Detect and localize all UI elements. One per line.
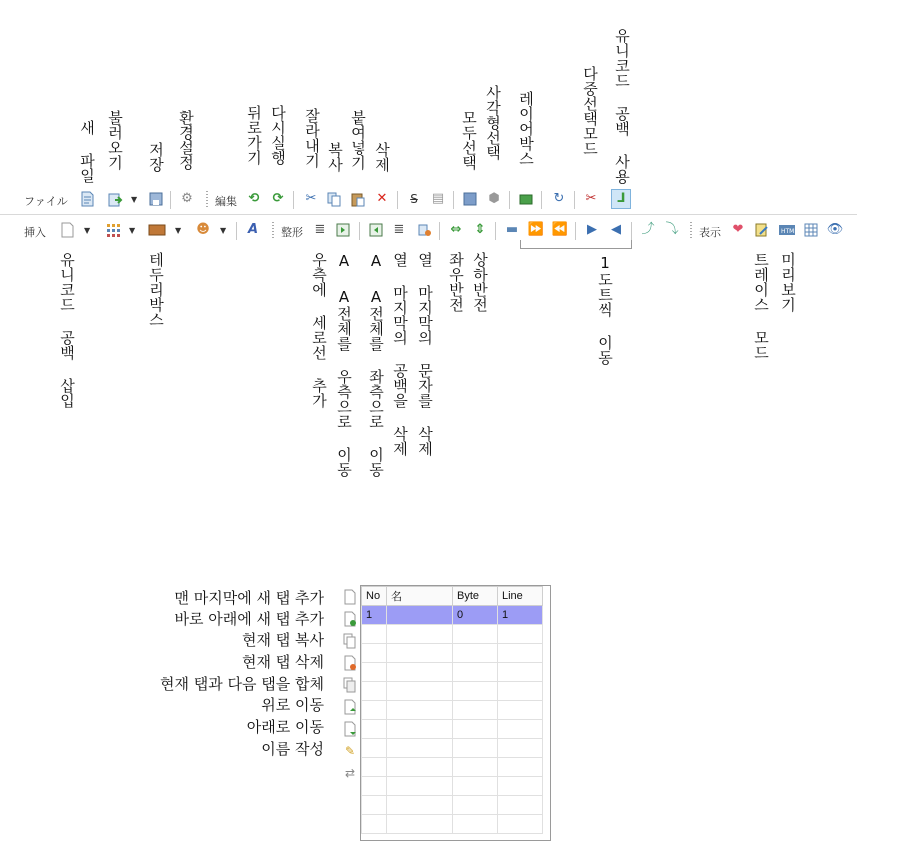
cell-name — [387, 606, 453, 625]
select-all-icon[interactable] — [461, 190, 479, 208]
label-select-all: 모두선택 — [460, 110, 478, 170]
toolbar-separator — [293, 191, 294, 209]
toolbar-view-label: 表示 — [699, 226, 721, 239]
person-dropdown-icon[interactable]: ▼ — [220, 226, 227, 235]
label-trace-mode: 트레이스 모드 — [752, 252, 770, 360]
delete-icon[interactable]: ✕ — [376, 191, 388, 206]
table-row[interactable] — [362, 739, 543, 758]
annotation-move-down: 아래로 이동 — [246, 718, 324, 736]
trace-mode-icon[interactable] — [753, 221, 771, 239]
copy-tab-icon[interactable] — [342, 633, 358, 649]
rename-pencil-icon[interactable]: ✎ — [344, 744, 356, 758]
rotate-left-icon[interactable]: ⤴ — [641, 222, 655, 237]
border-box-icon[interactable] — [148, 221, 166, 239]
cell-line: 1 — [498, 606, 543, 625]
toolbar-insert-label: 挿入 — [24, 226, 46, 239]
cell-no: 1 — [362, 606, 387, 625]
label-move-right: A A전체를 우측으로 이동 — [335, 252, 353, 477]
toolbar-separator — [574, 191, 575, 209]
toolbar-separator — [541, 191, 542, 209]
grid-dots-icon[interactable] — [104, 221, 122, 239]
one-dot-shift-bracket — [520, 240, 632, 249]
toolbar-separator — [236, 222, 237, 240]
toolbar-file-edit — [0, 187, 700, 213]
add-tab-below-icon[interactable] — [342, 611, 358, 627]
label-move-left: A A전체를 좌측으로 이동 — [367, 252, 385, 477]
refresh-icon[interactable]: ↻ — [553, 191, 565, 206]
redo-icon[interactable]: ⟳ — [272, 191, 284, 206]
copy-icon[interactable] — [325, 190, 343, 208]
person-icon[interactable]: ☻ — [196, 222, 210, 237]
toolbar-grip — [206, 191, 208, 209]
toolbar-divider — [0, 214, 857, 215]
shift-left-arrow-icon[interactable]: ◀ — [611, 222, 621, 237]
annotation-add-tab-end: 맨 마지막에 새 탭 추가 — [174, 589, 324, 607]
toolbar-separator — [397, 191, 398, 209]
move-tab-down-icon[interactable] — [342, 721, 358, 737]
blank-page-icon[interactable] — [58, 221, 76, 239]
table-view-icon[interactable] — [802, 221, 820, 239]
label-unicode-space-insert: 유니코드 공백 삽입 — [58, 252, 76, 408]
gear-icon[interactable]: ⚙ — [181, 191, 193, 206]
add-vertical-line-icon[interactable]: ≣ — [314, 222, 326, 237]
grid-dropdown-icon[interactable]: ▼ — [129, 226, 136, 235]
flip-vertical-icon[interactable]: ⇕ — [474, 222, 486, 237]
toolbar-separator — [439, 222, 440, 240]
annotation-add-tab-below: 바로 아래에 새 탭 추가 — [174, 610, 324, 628]
label-multi-select: 다중선택모드 — [581, 66, 599, 156]
label-undo: 뒤로가기 — [245, 105, 263, 165]
label-flip-horizontal: 좌우반전 — [447, 252, 465, 312]
trim-chars-icon[interactable] — [415, 221, 433, 239]
heart-icon[interactable]: ❤ — [732, 222, 744, 237]
rect-select-icon[interactable]: ⬢ — [488, 191, 500, 206]
border-box-dropdown-icon[interactable]: ▼ — [175, 226, 182, 235]
table-row[interactable] — [362, 644, 543, 663]
label-rect-select: 사각형선택 — [484, 85, 502, 160]
label-border-box: 테두리박스 — [147, 252, 165, 327]
label-cut: 잘라내기 — [303, 108, 321, 168]
toolbar-separator — [453, 191, 454, 209]
cell-byte: 0 — [453, 606, 498, 625]
layer-box-icon[interactable] — [517, 190, 535, 208]
column-header-byte[interactable]: Byte — [453, 587, 498, 606]
multi-select-scissors-icon[interactable]: ✂ — [585, 191, 597, 206]
shift-right-arrow-icon[interactable]: ▶ — [587, 222, 597, 237]
shift-right-dot-icon[interactable]: ⏩ — [527, 222, 545, 237]
toolbar-separator — [509, 191, 510, 209]
preview-eye-icon[interactable]: 👁 — [826, 222, 844, 237]
add-tab-end-icon[interactable] — [342, 589, 358, 605]
toolbar-grip — [272, 222, 274, 240]
shift-left-dot-icon[interactable]: ⏪ — [551, 222, 569, 237]
table-row[interactable] — [362, 625, 543, 644]
annotation-copy-tab: 현재 탭 복사 — [242, 631, 324, 649]
toolbar-edit-label: 編集 — [215, 195, 237, 208]
toolbar-insert-format-view — [0, 218, 860, 244]
annotation-merge-tab: 현재 탭과 다음 탭을 합체 — [160, 675, 324, 693]
unicode-space-toggle-icon[interactable]: ⅃ — [611, 189, 631, 209]
toolbar-file-label: ファイル — [24, 195, 68, 208]
label-trim-spaces: 열 마지막의 공백을 삭제 — [391, 252, 409, 456]
label-settings: 환경설정 — [177, 110, 195, 170]
label-save: 저장 — [147, 142, 165, 172]
toolbar-format-label: 整形 — [281, 226, 303, 239]
table-row[interactable] — [362, 758, 543, 777]
table-row[interactable] — [362, 815, 543, 834]
annotation-delete-tab: 현재 탭 삭제 — [242, 653, 324, 671]
delete-tab-icon[interactable] — [342, 655, 358, 671]
toolbar-separator — [495, 222, 496, 240]
text-style-icon[interactable]: A — [247, 222, 259, 237]
table-row[interactable] — [362, 663, 543, 682]
paste-icon[interactable] — [349, 190, 367, 208]
table-row[interactable] — [362, 606, 543, 625]
column-header-line[interactable]: Line — [498, 587, 543, 606]
html-icon[interactable] — [778, 221, 796, 239]
move-right-icon[interactable] — [334, 221, 352, 239]
annotation-move-up: 위로 이동 — [261, 696, 324, 714]
toolbar-separator — [170, 191, 171, 209]
strikethrough-icon[interactable]: S — [410, 192, 418, 206]
table-row[interactable] — [362, 682, 543, 701]
undo-icon[interactable]: ⟲ — [248, 191, 260, 206]
merge-tab-icon[interactable] — [342, 677, 358, 693]
flip-horizontal-icon[interactable]: ⇔ — [450, 222, 462, 237]
document-icon[interactable]: ▤ — [431, 191, 445, 206]
table-row[interactable] — [362, 777, 543, 796]
move-left-icon[interactable] — [367, 221, 385, 239]
toolbar-separator — [359, 222, 360, 240]
label-delete: 삭제 — [373, 142, 391, 172]
label-flip-vertical: 상하반전 — [471, 252, 489, 312]
label-one-dot-shift: 1도트씩 이동 — [596, 254, 614, 365]
label-new-file: 새 파일 — [78, 120, 96, 183]
label-trim-chars: 열 마지막의 문자를 삭제 — [416, 252, 434, 456]
tab-list-table — [361, 586, 543, 834]
sync-icon[interactable]: ⇄ — [344, 766, 356, 780]
label-preview: 미리보기 — [779, 252, 797, 312]
label-redo: 다시실행 — [269, 105, 287, 165]
annotation-rename: 이름 작성 — [261, 740, 324, 758]
table-row[interactable] — [362, 796, 543, 815]
svg-text:HTML: HTML — [781, 228, 798, 235]
new-file-icon[interactable] — [78, 190, 96, 208]
table-row[interactable] — [362, 701, 543, 720]
rotate-right-icon[interactable]: ⤵ — [665, 222, 679, 237]
table-row[interactable] — [362, 720, 543, 739]
column-header-no[interactable]: No — [362, 587, 387, 606]
column-header-name[interactable]: 名 — [387, 587, 453, 606]
label-copy: 복사 — [326, 142, 344, 172]
shift-up-icon[interactable]: ▬ — [505, 222, 519, 237]
move-tab-up-icon[interactable] — [342, 699, 358, 715]
label-add-vertical-line: 우측에 세로선 추가 — [310, 252, 328, 408]
toolbar-grip — [690, 222, 692, 240]
label-layer-box: 레이어박스 — [517, 91, 535, 166]
cut-icon[interactable]: ✂ — [305, 191, 317, 206]
unicode-insert-dropdown-icon[interactable]: ▼ — [84, 226, 91, 235]
label-paste: 붙여넣기 — [349, 110, 367, 170]
label-open: 불러오기 — [106, 110, 124, 170]
open-file-icon[interactable] — [106, 190, 124, 208]
open-dropdown-icon[interactable]: ▼ — [131, 195, 138, 204]
toolbar-separator — [631, 222, 632, 240]
tab-list-header — [362, 587, 543, 606]
label-unicode-space-use: 유니코드 공백 사용 — [613, 28, 631, 184]
trim-spaces-icon[interactable]: ≣ — [393, 222, 405, 237]
toolbar-separator — [575, 222, 576, 240]
save-icon[interactable] — [147, 190, 165, 208]
